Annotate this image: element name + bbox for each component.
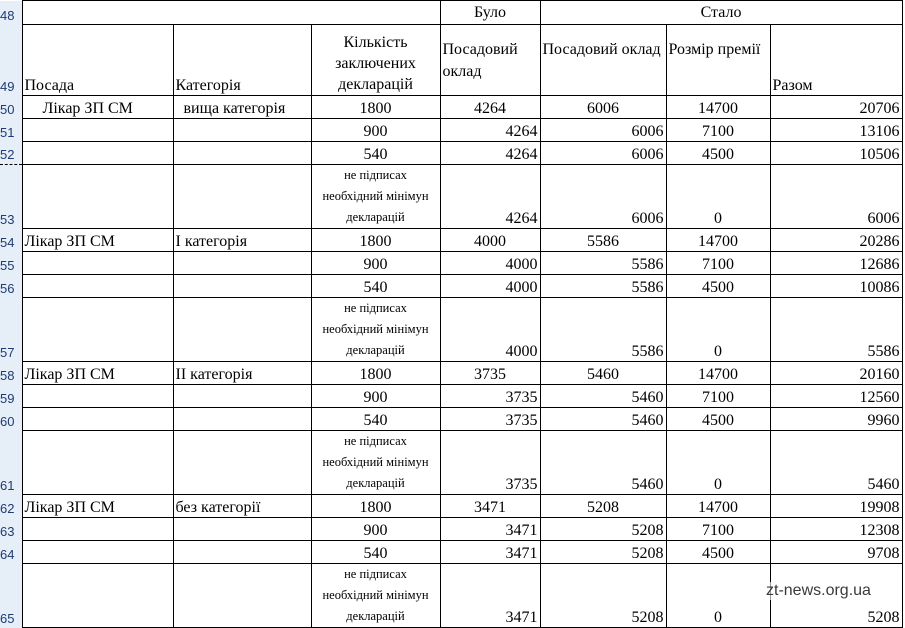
row-number: 58 <box>0 362 22 385</box>
new-oklad-cell: 6006 <box>540 142 666 165</box>
header-premiia: Розмір премії <box>666 25 770 96</box>
razom-cell: 9960 <box>770 408 902 431</box>
header-stalo: Стало <box>540 1 902 25</box>
old-oklad-cell: 4264 <box>440 142 540 165</box>
premiia-cell: 0 <box>666 564 770 628</box>
row-number: 60 <box>0 408 22 431</box>
new-oklad-cell: 5586 <box>540 298 666 362</box>
kilkist-cell: 540 <box>311 275 440 298</box>
kilkist-cell: 900 <box>311 385 440 408</box>
table-row <box>0 229 902 252</box>
kilkist-cell: 1800 <box>311 229 440 252</box>
table-row <box>0 165 902 229</box>
row-number: 62 <box>0 495 22 518</box>
header-row <box>0 25 902 96</box>
row-number: 53 <box>0 165 22 229</box>
kilkist-cell: 540 <box>311 408 440 431</box>
new-oklad-cell: 5208 <box>540 541 666 564</box>
row-number: 48 <box>0 1 22 25</box>
posada-cell: Лікар ЗП СМ <box>22 362 173 385</box>
razom-cell: 20160 <box>770 362 902 385</box>
posada-cell <box>22 408 173 431</box>
premiia-cell: 7100 <box>666 252 770 275</box>
header-oklad-new: Посадовий оклад <box>540 25 666 96</box>
posada-cell <box>22 165 173 229</box>
header-posada: Посада <box>22 25 173 96</box>
new-oklad-cell: 6006 <box>540 96 666 119</box>
table-row <box>0 518 902 541</box>
kategoriia-cell: без категорії <box>173 495 311 518</box>
kilkist-cell: 900 <box>311 518 440 541</box>
old-oklad-cell: 3471 <box>440 495 540 518</box>
new-oklad-cell: 5460 <box>540 408 666 431</box>
premiia-cell: 0 <box>666 431 770 495</box>
table-row <box>0 119 902 142</box>
old-oklad-cell: 4000 <box>440 229 540 252</box>
kilkist-cell: 900 <box>311 252 440 275</box>
posada-cell <box>22 252 173 275</box>
old-oklad-cell: 4000 <box>440 275 540 298</box>
kilkist-cell: 1800 <box>311 362 440 385</box>
row-number: 63 <box>0 518 22 541</box>
razom-cell: 9708 <box>770 541 902 564</box>
premiia-cell: 4500 <box>666 408 770 431</box>
premiia-cell: 0 <box>666 165 770 229</box>
kategoriia-cell: І категорія <box>173 229 311 252</box>
posada-cell <box>22 275 173 298</box>
kategoriia-cell <box>173 119 311 142</box>
premiia-cell: 4500 <box>666 275 770 298</box>
table-row <box>0 252 902 275</box>
row-number: 64 <box>0 541 22 564</box>
old-oklad-cell: 3735 <box>440 431 540 495</box>
table-row <box>0 408 902 431</box>
razom-cell: 20706 <box>770 96 902 119</box>
razom-cell: 10086 <box>770 275 902 298</box>
posada-cell <box>22 385 173 408</box>
new-oklad-cell: 5460 <box>540 431 666 495</box>
posada-cell <box>22 431 173 495</box>
kategoriia-cell <box>173 385 311 408</box>
old-oklad-cell: 3471 <box>440 541 540 564</box>
razom-cell: 5460 <box>770 431 902 495</box>
kilkist-cell: не підписах необхідний мінімун декларацій <box>311 564 440 628</box>
kategoriia-cell <box>173 165 311 229</box>
new-oklad-cell: 5208 <box>540 564 666 628</box>
table-row <box>0 385 902 408</box>
razom-cell: 10506 <box>770 142 902 165</box>
header-bulo: Було <box>440 1 540 25</box>
new-oklad-cell: 6006 <box>540 165 666 229</box>
posada-cell <box>22 298 173 362</box>
header-razom: Разом <box>770 25 902 96</box>
row-number: 54 <box>0 229 22 252</box>
kilkist-cell: не підписах необхідний мінімун декларацій <box>311 298 440 362</box>
table-row <box>0 142 902 165</box>
header-kategoriia: Категорія <box>173 25 311 96</box>
posada-cell <box>22 518 173 541</box>
premiia-cell: 14700 <box>666 362 770 385</box>
kategoriia-cell <box>173 541 311 564</box>
kategoriia-cell <box>173 298 311 362</box>
old-oklad-cell: 4264 <box>440 165 540 229</box>
table-row <box>0 541 902 564</box>
new-oklad-cell: 5460 <box>540 362 666 385</box>
old-oklad-cell: 3735 <box>440 385 540 408</box>
razom-cell: 13106 <box>770 119 902 142</box>
kilkist-cell: 1800 <box>311 96 440 119</box>
razom-cell: 12308 <box>770 518 902 541</box>
old-oklad-cell: 4000 <box>440 298 540 362</box>
kategoriia-cell <box>173 518 311 541</box>
header-oklad-old: Посадовий оклад <box>440 25 540 96</box>
row-number: 51 <box>0 119 22 142</box>
kategoriia-cell <box>173 564 311 628</box>
row-number: 65 <box>0 564 22 628</box>
premiia-cell: 7100 <box>666 518 770 541</box>
new-oklad-cell: 5586 <box>540 275 666 298</box>
new-oklad-cell: 6006 <box>540 119 666 142</box>
row-number: 57 <box>0 298 22 362</box>
razom-cell: 19908 <box>770 495 902 518</box>
table-row <box>0 298 902 362</box>
kategoriia-cell <box>173 431 311 495</box>
old-oklad-cell: 3735 <box>440 408 540 431</box>
posada-cell: Лікар ЗП СМ <box>22 495 173 518</box>
kilkist-cell: не підписах необхідний мінімун декларацій <box>311 165 440 229</box>
watermark-text: zt-news.org.ua <box>766 582 871 599</box>
row-number: 61 <box>0 431 22 495</box>
kategoriia-cell <box>173 252 311 275</box>
premiia-cell: 0 <box>666 298 770 362</box>
row-number: 59 <box>0 385 22 408</box>
row-number: 49 <box>0 25 22 96</box>
posada-cell <box>22 564 173 628</box>
razom-cell: 6006 <box>770 165 902 229</box>
premiia-cell: 14700 <box>666 495 770 518</box>
posada-cell <box>22 119 173 142</box>
kategoriia-cell <box>173 142 311 165</box>
posada-cell <box>22 142 173 165</box>
razom-cell: 12686 <box>770 252 902 275</box>
new-oklad-cell: 5586 <box>540 252 666 275</box>
header-row-top <box>0 1 902 25</box>
header-kilkist: Кількість заключених декларацій <box>311 25 440 96</box>
table-row <box>0 362 902 385</box>
new-oklad-cell: 5460 <box>540 385 666 408</box>
razom-cell: 5208 <box>770 564 902 628</box>
kategoriia-cell: ІІ категорія <box>173 362 311 385</box>
premiia-cell: 7100 <box>666 119 770 142</box>
row-number: 52 <box>0 142 22 165</box>
old-oklad-cell: 3735 <box>440 362 540 385</box>
old-oklad-cell: 4264 <box>440 96 540 119</box>
row-number: 56 <box>0 275 22 298</box>
new-oklad-cell: 5586 <box>540 229 666 252</box>
old-oklad-cell: 4000 <box>440 252 540 275</box>
old-oklad-cell: 4264 <box>440 119 540 142</box>
razom-cell: 20286 <box>770 229 902 252</box>
premiia-cell: 4500 <box>666 142 770 165</box>
table-row <box>0 96 902 119</box>
kilkist-cell: 900 <box>311 119 440 142</box>
kategoriia-cell <box>173 408 311 431</box>
row-number: 55 <box>0 252 22 275</box>
new-oklad-cell: 5208 <box>540 495 666 518</box>
table-row <box>0 495 902 518</box>
kategoriia-cell: вища категорія <box>173 96 311 119</box>
row-number: 50 <box>0 96 22 119</box>
kilkist-cell: 540 <box>311 541 440 564</box>
kilkist-cell: не підписах необхідний мінімун декларацій <box>311 431 440 495</box>
old-oklad-cell: 3471 <box>440 564 540 628</box>
premiia-cell: 4500 <box>666 541 770 564</box>
razom-cell: 5586 <box>770 298 902 362</box>
kilkist-cell: 540 <box>311 142 440 165</box>
new-oklad-cell: 5208 <box>540 518 666 541</box>
premiia-cell: 14700 <box>666 229 770 252</box>
table-row <box>0 431 902 495</box>
premiia-cell: 14700 <box>666 96 770 119</box>
kategoriia-cell <box>173 275 311 298</box>
table-row <box>0 275 902 298</box>
posada-cell <box>22 541 173 564</box>
premiia-cell: 7100 <box>666 385 770 408</box>
old-oklad-cell: 3471 <box>440 518 540 541</box>
header-empty-cell <box>22 1 440 25</box>
posada-cell: Лікар ЗП СМ <box>22 229 173 252</box>
posada-cell: Лікар ЗП СМ <box>22 96 173 119</box>
kilkist-cell: 1800 <box>311 495 440 518</box>
razom-cell: 12560 <box>770 385 902 408</box>
